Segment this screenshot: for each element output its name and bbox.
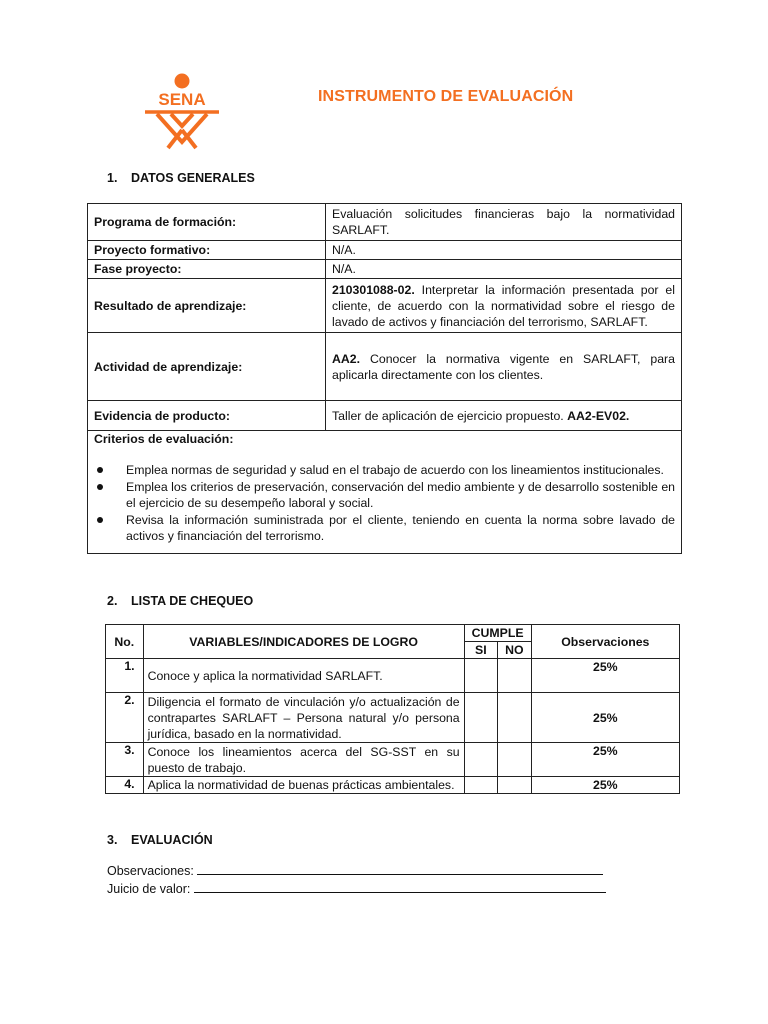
- row-observation: 25%: [531, 693, 679, 743]
- row-indicator: Aplica la normatividad de buenas prácticas ambientales.: [143, 777, 464, 794]
- list-item: Revisa la información suministrada por el cliente, teniendo en cuenta la norma sobre lavado de activos y financiación del terrorismo.: [120, 512, 675, 544]
- evidencia-text: Taller de aplicación de ejercicio propuesto.: [332, 408, 568, 423]
- si-checkbox-cell[interactable]: [464, 693, 498, 743]
- resultado-text: Interpretar la información presentada por el cliente, de acuerdo con la normatividad sobre el riesgo de lavado de activos y financiación del terrorismo, SARLAFT.: [332, 282, 675, 329]
- programa-label: Programa de formación:: [88, 204, 326, 241]
- section-1-title: [107, 171, 255, 185]
- proyecto-label: Proyecto formativo:: [88, 241, 326, 260]
- row-number: 1.: [106, 659, 144, 693]
- row-number: 2.: [106, 693, 144, 743]
- juicio-field[interactable]: [194, 882, 606, 893]
- row-indicator: Conoce y aplica la normatividad SARLAFT.: [143, 659, 464, 693]
- juicio-row: [107, 882, 606, 896]
- section-1-number: 1.: [107, 171, 118, 185]
- row-indicator: Diligencia el formato de vinculación y/o actualización de contrapartes SARLAFT – Persona natural y/o persona jurídica, basado en la normatividad.: [143, 693, 464, 743]
- table-row: [88, 241, 682, 260]
- row-observation: 25%: [531, 659, 679, 693]
- table-row: [88, 279, 682, 333]
- row-number: 3.: [106, 743, 144, 777]
- resultado-code: 210301088-02.: [332, 282, 415, 297]
- header-no: No.: [106, 625, 144, 659]
- table-row: [88, 333, 682, 401]
- no-checkbox-cell[interactable]: [498, 659, 532, 693]
- table-row: [88, 260, 682, 279]
- actividad-code: AA2.: [332, 351, 361, 366]
- actividad-value: [326, 333, 682, 401]
- table-row: [106, 743, 680, 777]
- si-checkbox-cell[interactable]: [464, 659, 498, 693]
- evidencia-label: Evidencia de producto:: [88, 401, 326, 431]
- actividad-text: Conocer la normativa vigente en SARLAFT, para aplicarla directamente con los clientes.: [332, 351, 675, 382]
- list-item: Emplea normas de seguridad y salud en el trabajo de acuerdo con los lineamientos institucionales.: [120, 462, 675, 478]
- si-checkbox-cell[interactable]: [464, 743, 498, 777]
- header-cumple: CUMPLE: [464, 625, 531, 642]
- section-2-label: LISTA DE CHEQUEO: [131, 594, 254, 608]
- header-no-col: NO: [498, 642, 532, 659]
- observaciones-label: Observaciones:: [107, 864, 194, 878]
- table-row: [106, 659, 680, 693]
- programa-value: Evaluación solicitudes financieras bajo la normatividad SARLAFT.: [326, 204, 682, 241]
- no-checkbox-cell[interactable]: [498, 743, 532, 777]
- header-si: SI: [464, 642, 498, 659]
- si-checkbox-cell[interactable]: [464, 777, 498, 794]
- section-3-label: EVALUACIÓN: [131, 833, 213, 847]
- header-observaciones: Observaciones: [531, 625, 679, 659]
- row-observation: 25%: [531, 777, 679, 794]
- table-header-row: [106, 625, 680, 642]
- section-3-title: [107, 833, 213, 847]
- no-checkbox-cell[interactable]: [498, 693, 532, 743]
- table-row: [106, 693, 680, 743]
- criterios-title: Criterios de evaluación:: [94, 432, 234, 446]
- table-row: [88, 204, 682, 241]
- row-indicator: Conoce los lineamientos acerca del SG-SST en su puesto de trabajo.: [143, 743, 464, 777]
- criterios-cell: [88, 431, 682, 554]
- resultado-value: [326, 279, 682, 333]
- section-1-label: DATOS GENERALES: [131, 171, 255, 185]
- table-row: [106, 777, 680, 794]
- table-row: [88, 401, 682, 431]
- section-2-title: [107, 594, 253, 608]
- resultado-label: Resultado de aprendizaje:: [88, 279, 326, 333]
- sena-logo-icon: [143, 72, 221, 150]
- observaciones-row: [107, 864, 603, 878]
- evidencia-code: AA2-EV02.: [567, 408, 630, 423]
- section-3-number: 3.: [107, 833, 118, 847]
- fase-label: Fase proyecto:: [88, 260, 326, 279]
- page-title: INSTRUMENTO DE EVALUACIÓN: [318, 88, 574, 105]
- row-number: 4.: [106, 777, 144, 794]
- list-item: Emplea los criterios de preservación, conservación del medio ambiente y de desarrollo sostenible en el ejercicio de su desempeño laboral y social.: [120, 479, 675, 511]
- actividad-label: Actividad de aprendizaje:: [88, 333, 326, 401]
- observaciones-field[interactable]: [197, 864, 603, 875]
- juicio-label: Juicio de valor:: [107, 882, 191, 896]
- fase-value: N/A.: [326, 260, 682, 279]
- lista-chequeo-table: [105, 624, 680, 794]
- criterios-list: [94, 462, 675, 544]
- no-checkbox-cell[interactable]: [498, 777, 532, 794]
- header-variables: VARIABLES/INDICADORES DE LOGRO: [143, 625, 464, 659]
- proyecto-value: N/A.: [326, 241, 682, 260]
- svg-text:SENA: SENA: [158, 90, 206, 109]
- sena-logo: [143, 72, 221, 150]
- evidencia-value: [326, 401, 682, 431]
- row-observation: 25%: [531, 743, 679, 777]
- datos-generales-table: [87, 203, 682, 554]
- table-row: [88, 431, 682, 554]
- section-2-number: 2.: [107, 594, 118, 608]
